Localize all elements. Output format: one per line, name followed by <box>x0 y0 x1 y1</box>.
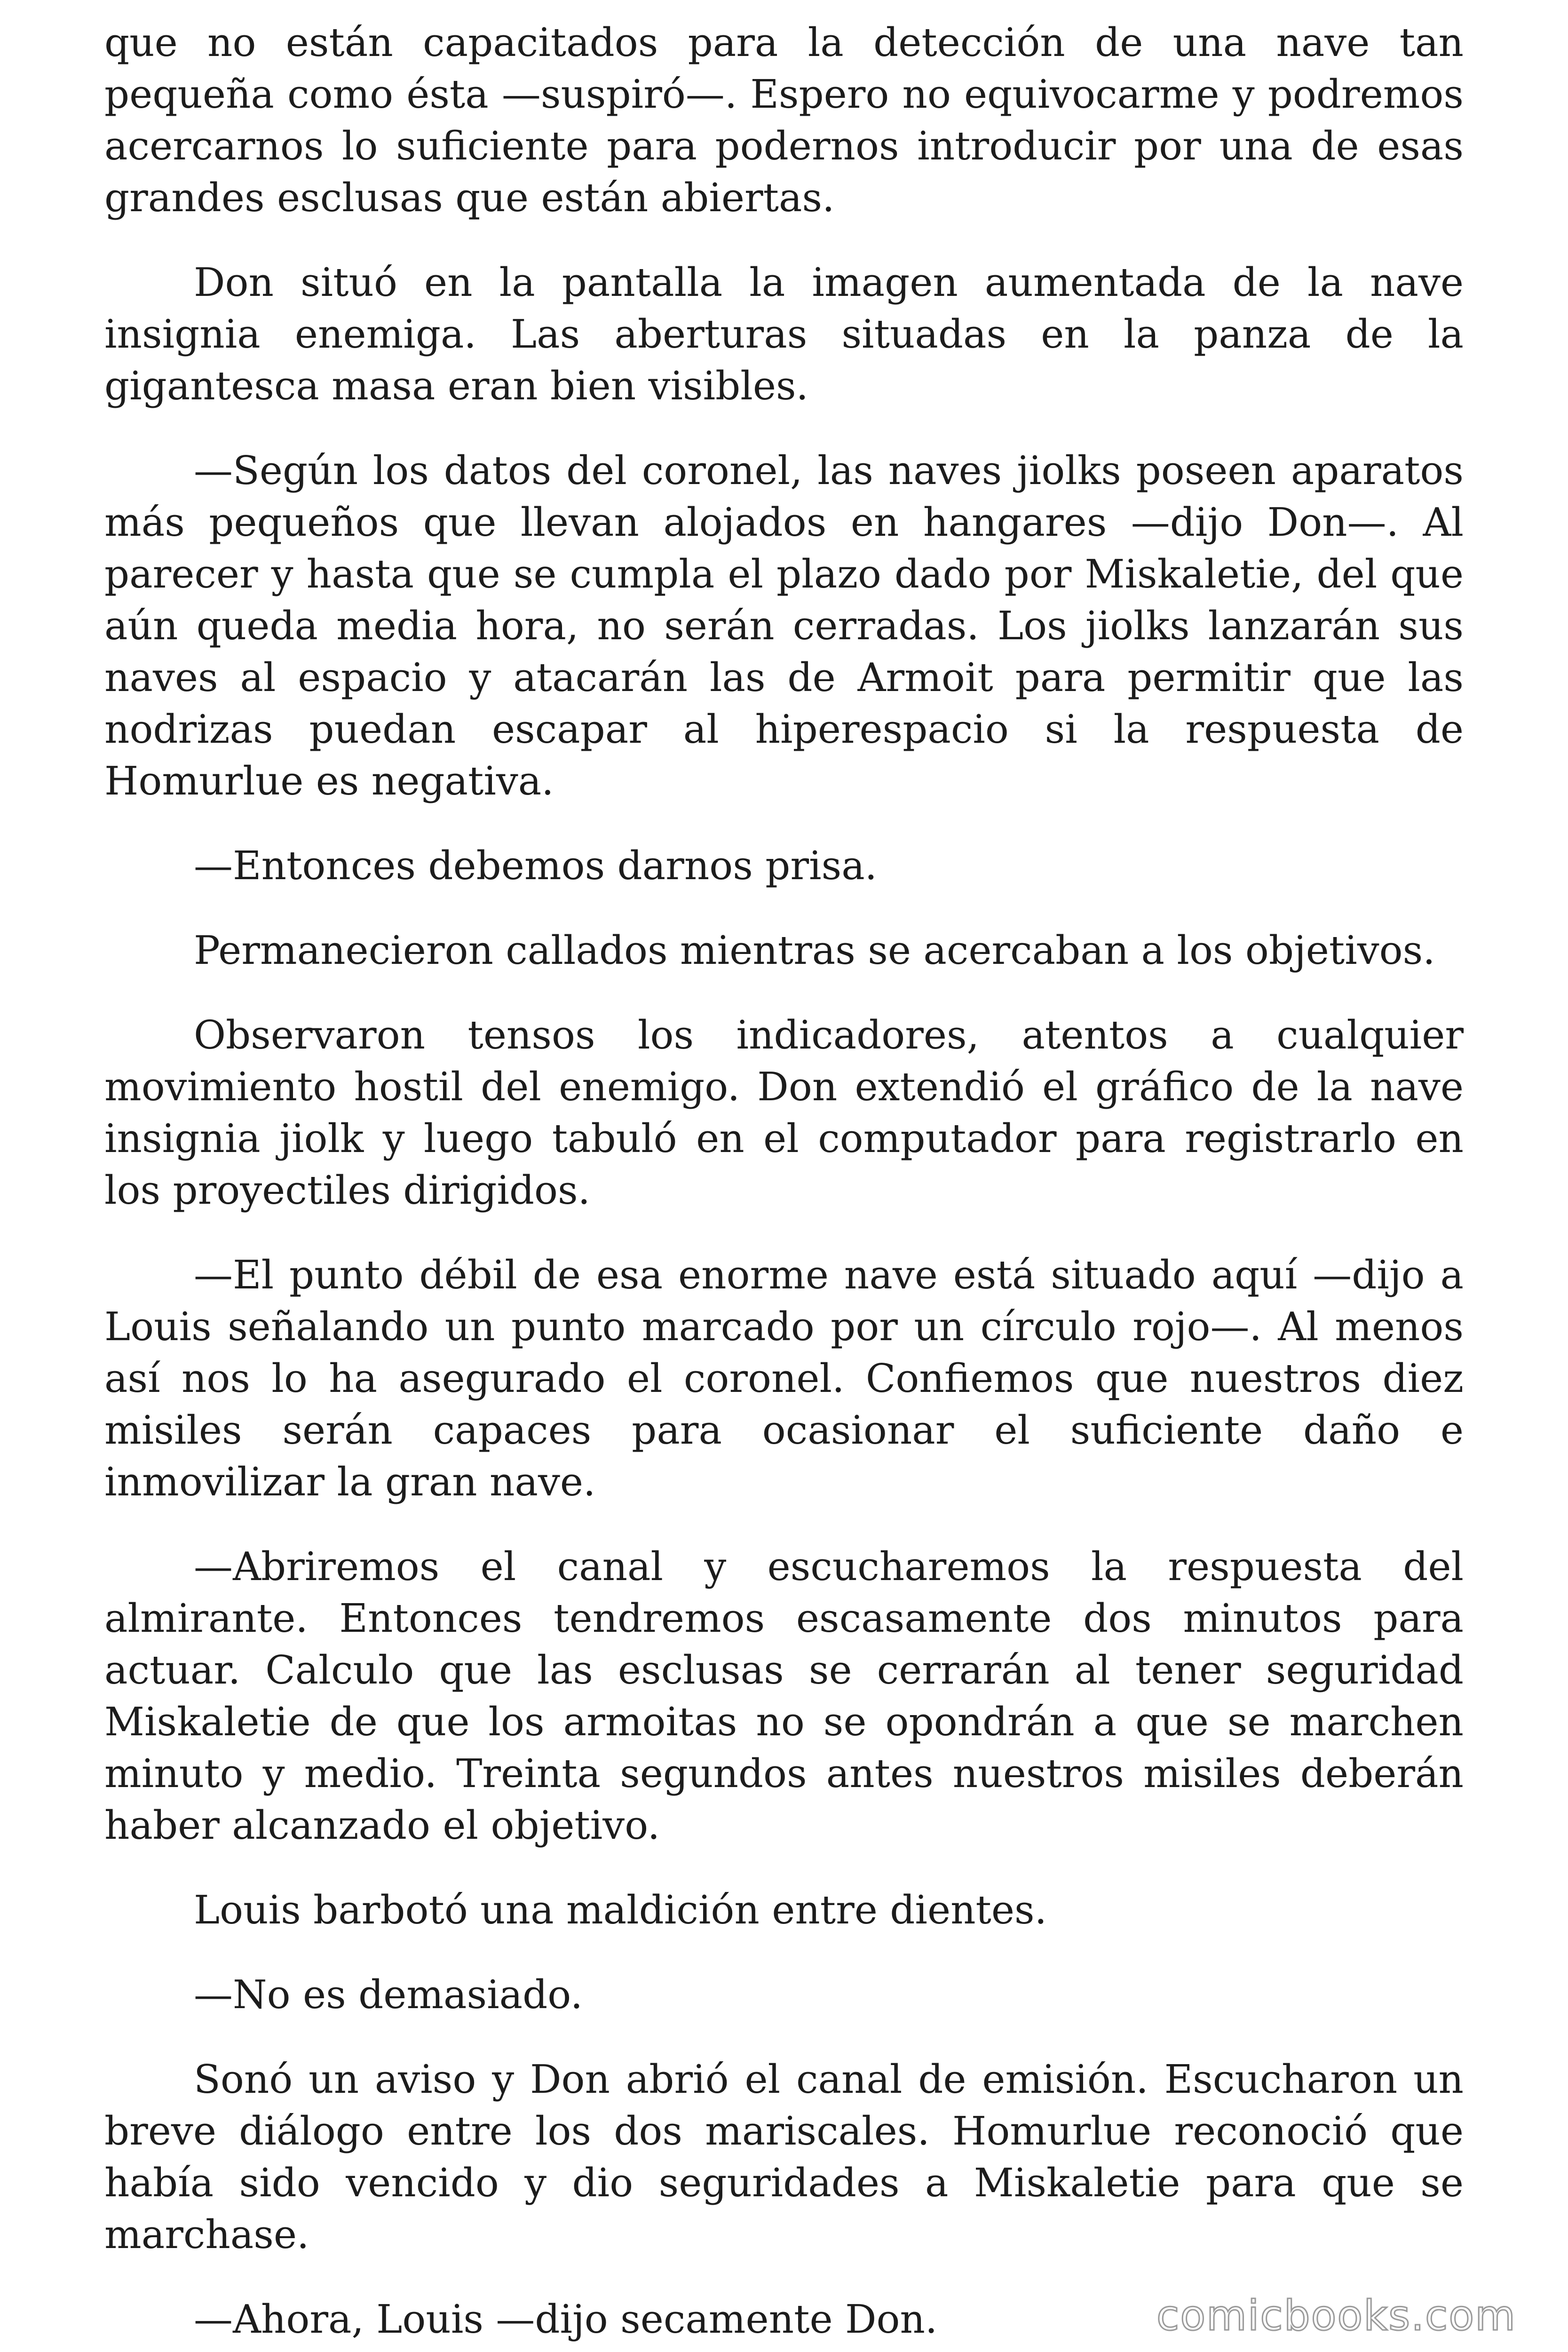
paragraph-3: —Según los datos del coronel, las naves jiolks poseen aparatos más pequeños que llevan alojados en hangares —dijo Don—. Al parecer y hasta que se cumpla el plazo dado por Miskaletie, del que aún queda media hora, no serán cerradas. Los jiolks lanzarán sus naves al espacio y atacarán las de Armoit para permitir que las nodrizas puedan escapar al hiperespacio si la respuesta de Homurlue es negativa. <box>104 448 1464 804</box>
paragraph-1: que no están capacitados para la detección de una nave tan pequeña como ésta —suspiró—. Espero no equivocarme y podremos acercarnos lo suficiente para podernos introducir por una de esas grandes esclusas que están abiertas. <box>104 20 1464 221</box>
paragraph-6: Observaron tensos los indicadores, atentos a cualquier movimiento hostil del enemigo. Don extendió el gráfico de la nave insignia jiolk y luego tabuló en el computador para registrarlo en los proyectiles dirigidos. <box>104 1012 1464 1213</box>
paragraph-12: —Ahora, Louis —dijo secamente Don. <box>194 2296 938 2342</box>
paragraph-8: —Abriremos el canal y escucharemos la respuesta del almirante. Entonces tendremos escasamente dos minutos para actuar. Calculo que las esclusas se cerrarán al tener seguridad Miskaletie de que los armoitas no se opondrán a que se marchen minuto y medio. Treinta segundos antes nuestros misiles deberán haber alcanzado el objetivo. <box>104 1544 1464 1848</box>
paragraph-11: Sonó un aviso y Don abrió el canal de emisión. Escucharon un breve diálogo entre los dos mariscales. Homurlue reconoció que había sido vencido y dio seguridades a Miskaletie para que se marchase. <box>104 2057 1464 2257</box>
paragraph-9: Louis barbotó una maldición entre dientes. <box>194 1887 1047 1933</box>
paragraph-5: Permanecieron callados mientras se acercaban a los objetivos. <box>194 928 1435 973</box>
paragraph-4: —Entonces debemos darnos prisa. <box>194 843 878 889</box>
watermark-logo: comicbooks.com <box>1156 2291 1516 2340</box>
paragraph-10: —No es demasiado. <box>194 1972 583 2018</box>
document-page <box>104 17 1464 2352</box>
paragraph-2: Don situó en la pantalla la imagen aumentada de la nave insignia enemiga. Las aberturas situadas en la panza de la gigantesca masa eran bien visibles. <box>104 260 1464 409</box>
paragraph-7: —El punto débil de esa enorme nave está situado aquí —dijo a Louis señalando un punto marcado por un círculo rojo—. Al menos así nos lo ha asegurado el coronel. Confiemos que nuestros diez misiles serán capaces para ocasionar el suficiente daño e inmovilizar la gran nave. <box>104 1252 1464 1505</box>
